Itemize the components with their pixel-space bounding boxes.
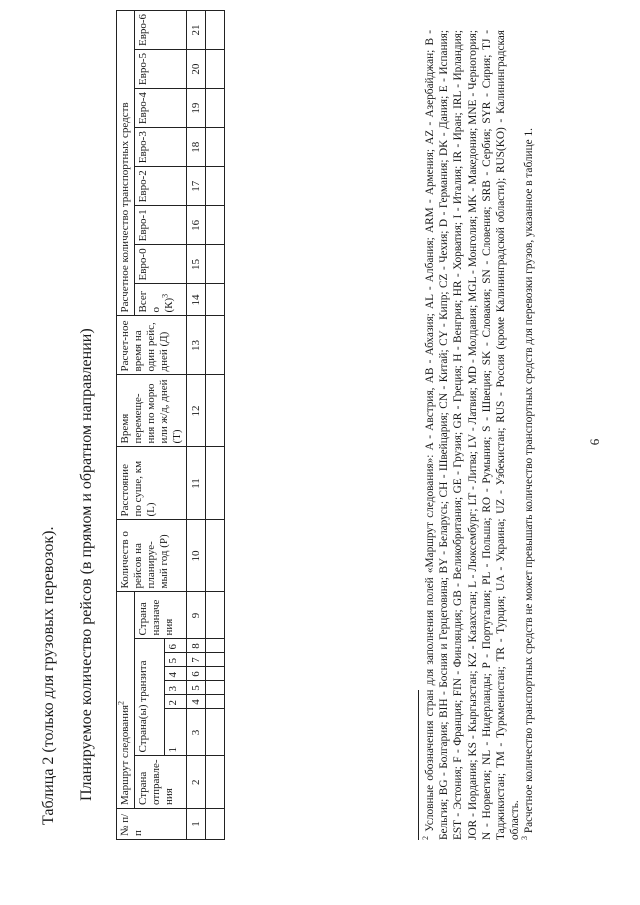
footnote-2-text: Условные обозначения стран для заполнения полей «Маршрут следования»: A - Австрия, AB - Абхазия; AL - Албания; ARM - Армения; AZ - Азербайджан; B - Бельгия; BG - Болгария; BIH - Босния и Герцеговина; BY - Беларусь; CH - Швейцария; CN - Китай; CY - Кипр; CZ - Чехия; D - Германия; DK - Дания; E - Испания; EST - Эстония; F - Франция; FIN - Финляндия; GB - Великобритания; GE - Грузия; GR - Греция; H - Венгрия; HR - Хорватия; I - Италия; IR - Иран; IRL - Ирландия; JOR - Иордания; KS - Кыргызстан; KZ - Казахстан; L - Люксембург; LT - Литва; LV - Латвия; MD - Молдавия; MGL - Монголия; MK - Македония; MNE - Черногория; N - Норвегия; NL - Нидерланды; P - Португалия; PL - Польша; RO - Румыния; S - Швеция; SK - Словакия; SN - Словения; SRB - Сербия; SYR - Сирия; TJ - Таджикистан; TM - Туркменистан; TR - Турция; UA - Украина; UZ - Узбекистан; RUS - Россия (кроме Калининградской области); RUS(KO) - Калининградская область. xyxy=(424,30,522,840)
footnote-2 xyxy=(423,30,522,840)
num-cell: 13 xyxy=(187,316,206,375)
num-cell: 21 xyxy=(187,10,206,49)
header-euro-5: Евро-5 xyxy=(135,50,187,89)
data-cell[interactable] xyxy=(206,316,225,375)
header-euro-4: Евро-4 xyxy=(135,89,187,128)
page-number: 6 xyxy=(587,438,602,446)
data-cell[interactable] xyxy=(206,206,225,245)
footnote-3-mark: 3 xyxy=(520,836,530,840)
header-euro-1: Евро-1 xyxy=(135,206,187,245)
table-row xyxy=(206,10,225,839)
data-cell[interactable] xyxy=(206,89,225,128)
num-cell: 12 xyxy=(187,375,206,447)
header-distance: Расстояние по суше, км (L) xyxy=(117,447,187,520)
data-cell[interactable] xyxy=(206,10,225,49)
header-trips: Количеств о рейсов на планируе-мый год (Р) xyxy=(117,520,187,592)
num-cell: 10 xyxy=(187,520,206,592)
header-number: № п/п xyxy=(117,809,187,840)
header-total: Всег о $(К)^3$ xyxy=(135,284,187,316)
num-cell: 14 xyxy=(187,284,206,316)
num-cell: 16 xyxy=(187,206,206,245)
header-calc-time: Расчет-ное время на один рейс, дней (Д) xyxy=(117,316,187,375)
num-cell: 15 xyxy=(187,245,206,284)
num-cell: 18 xyxy=(187,128,206,167)
data-cell[interactable] xyxy=(206,520,225,592)
header-route: Маршрут следования$^2$ xyxy=(117,592,135,809)
header-transit-3: 3 xyxy=(165,681,187,695)
header-euro-0: Евро-0 xyxy=(135,245,187,284)
header-transit: Страна(ы) транзита xyxy=(135,639,165,756)
data-cell[interactable] xyxy=(206,709,225,756)
num-cell: 1 xyxy=(187,809,206,840)
num-cell: 3 xyxy=(187,709,206,756)
num-cell: 20 xyxy=(187,50,206,89)
data-cell[interactable] xyxy=(206,50,225,89)
num-cell: 11 xyxy=(187,447,206,520)
table-title: Таблица 2 (только для грузовых перевозок). xyxy=(40,526,57,825)
header-origin: Страна отправле-ния xyxy=(135,756,187,809)
header-transit-4: 4 xyxy=(165,667,187,681)
num-cell: 2 xyxy=(187,756,206,809)
header-euro-6: Евро-6 xyxy=(135,10,187,49)
numbering-row xyxy=(187,10,206,839)
trips-table xyxy=(116,10,225,840)
data-cell[interactable] xyxy=(206,167,225,206)
num-cell: 6 xyxy=(187,667,206,681)
table-subtitle: Планируемое количество рейсов (в прямом и обратном направлении) xyxy=(78,328,95,801)
header-destination: Страна назначе ния xyxy=(135,592,187,639)
data-cell[interactable] xyxy=(206,695,225,709)
data-cell[interactable] xyxy=(206,639,225,653)
header-transit-5: 5 xyxy=(165,653,187,667)
num-cell: 8 xyxy=(187,639,206,653)
footnote-divider xyxy=(418,690,419,840)
header-transit-1: 1 xyxy=(165,709,187,756)
data-cell[interactable] xyxy=(206,653,225,667)
header-transit-2: 2 xyxy=(165,695,187,709)
footnote-3 xyxy=(522,30,536,840)
num-cell: 17 xyxy=(187,167,206,206)
data-cell[interactable] xyxy=(206,128,225,167)
data-cell[interactable] xyxy=(206,756,225,809)
data-cell[interactable] xyxy=(206,284,225,316)
header-euro-3: Евро-3 xyxy=(135,128,187,167)
data-cell[interactable] xyxy=(206,681,225,695)
num-cell: 4 xyxy=(187,695,206,709)
footnote-2-mark: 2 xyxy=(421,836,431,840)
num-cell: 9 xyxy=(187,592,206,639)
header-transit-6: 6 xyxy=(165,639,187,653)
num-cell: 7 xyxy=(187,653,206,667)
num-cell: 5 xyxy=(187,681,206,695)
num-cell: 19 xyxy=(187,89,206,128)
data-cell[interactable] xyxy=(206,447,225,520)
data-cell[interactable] xyxy=(206,667,225,681)
data-cell[interactable] xyxy=(206,809,225,840)
footnote-3-text: Расчетное количество транспортных средств не может превышать количество транспортных средств для перевозки грузов, указанное в таблице 1. xyxy=(523,128,536,834)
header-time: Время перемеще-ния по морю или ж/д, дней (Т) xyxy=(117,375,187,447)
data-cell[interactable] xyxy=(206,592,225,639)
data-cell[interactable] xyxy=(206,375,225,447)
footnotes xyxy=(418,30,537,840)
data-cell[interactable] xyxy=(206,245,225,284)
header-vehicles: Расчетное количество транспортных средств xyxy=(117,10,135,316)
header-euro-2: Евро-2 xyxy=(135,167,187,206)
